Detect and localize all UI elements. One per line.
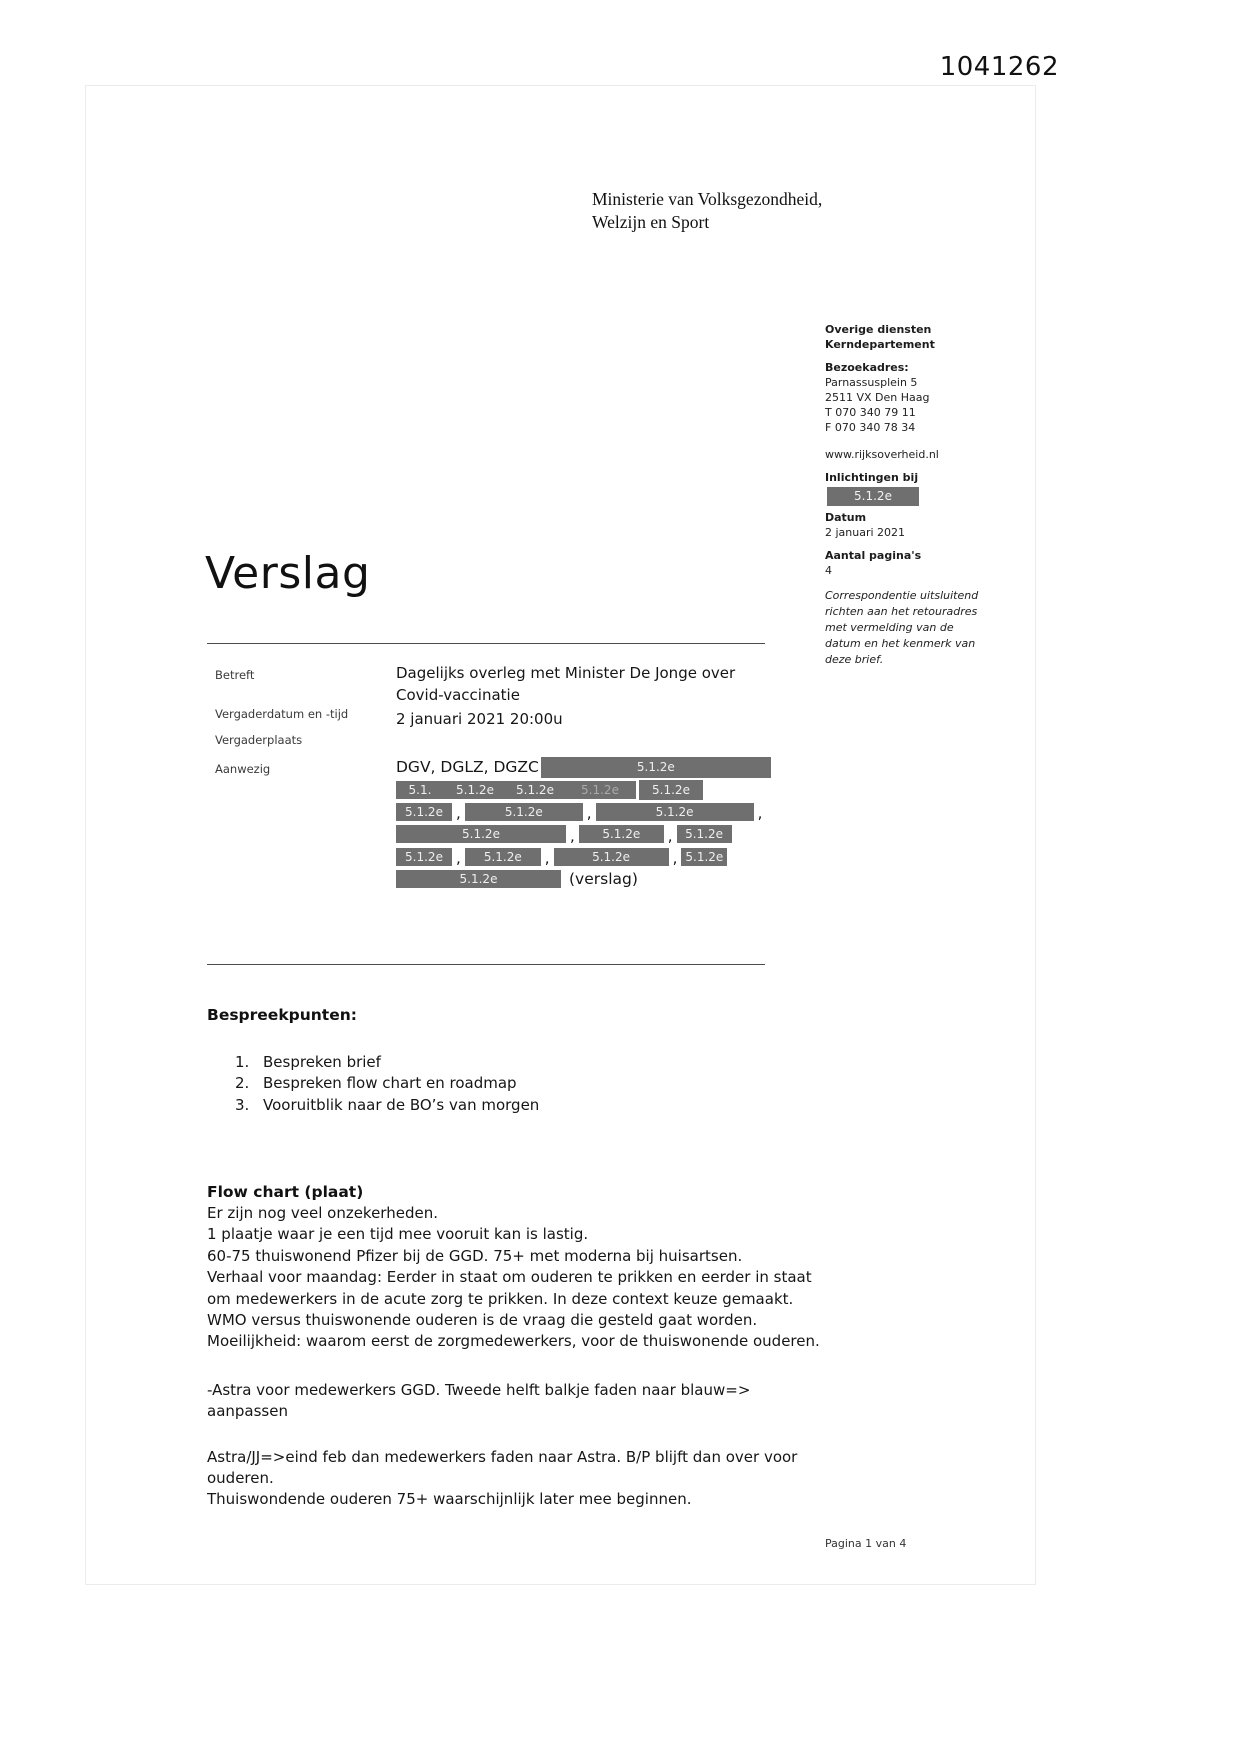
agenda-item-label: Vooruitblik naar de BO’s van morgen [263,1095,540,1114]
agenda-item [235,1052,539,1073]
agenda-item-label: Bespreken brief [263,1053,381,1071]
attendees-label: Aanwezig [215,762,271,776]
redaction-box: 5.1.2e [541,757,771,778]
redaction-box: 5.1.2e [396,870,561,888]
note-paragraph [207,1203,820,1353]
page-footer: Pagina 1 van 4 [825,1537,907,1550]
attendee-text: DGV, DGLZ, DGZC [396,758,539,777]
note-line: WMO versus thuiswonende ouderen is de vraag die gesteld gaat worden. [207,1311,758,1330]
separator-comma: , [456,804,461,823]
attendee-text: (verslag) [569,870,638,889]
ministry-line-1: Ministerie van Volksgezondheid, [592,189,823,209]
redaction-box: 5.1.2e [596,803,754,821]
redaction-box: 5.1.2e [827,487,919,506]
note-line: om medewerkers in de acute zorg te prikken. In deze context keuze gemaakt. [207,1289,794,1308]
correspondence-note: Correspondentie uitsluitend richten aan het retouradres met vermelding van de datum en het kenmerk van deze brief. [825,589,979,666]
meeting-datetime-label: Vergaderdatum en -tijd [215,707,349,721]
ministry-line-2: Welzijn en Sport [592,212,710,232]
attendee-row [396,801,796,823]
separator-comma: , [757,804,763,823]
agenda-list [235,1052,539,1116]
note-line: Thuiswondende ouderen 75+ waarschijnlijk later mee beginnen. [207,1490,692,1509]
address-fax: F 070 340 78 34 [825,421,916,434]
page-title: Verslag [205,548,371,599]
ministry-header [592,188,822,234]
meeting-location-label: Vergaderplaats [215,733,303,747]
attendee-row [396,868,796,890]
redaction-box: 5.1. [396,781,444,799]
address-street: Parnassusplein 5 [825,376,918,389]
agenda-item [235,1095,539,1116]
sidebar-spacer [825,435,1005,447]
sidebar-spacer [825,462,1005,470]
inquiries-label: Inlichtingen bij [825,471,919,484]
redaction-box: 5.1.2e [677,825,732,843]
redaction-box: 5.1.2e [465,848,541,866]
address-city: 2511 VX Den Haag [825,391,930,404]
note-paragraph [207,1447,820,1511]
note-line: ouderen. [207,1469,274,1488]
note-line: Verhaal voor maandag: Eerder in staat om ouderen te prikken en eerder in staat [207,1268,812,1287]
redaction-box: 5.1.2e [564,781,636,799]
redaction-box: 5.1.2e [506,781,564,799]
separator-comma: , [672,848,678,867]
redaction-box: 5.1.2e [681,848,727,866]
separator-comma: , [456,848,461,867]
agenda-item-label: Bespreken flow chart en roadmap [263,1074,517,1093]
flowchart-notes [207,1203,820,1511]
note-line: 60-75 thuiswonend Pfizer bij de GGD. 75+ met moderna bij huisartsen. [207,1246,743,1265]
note-line: Moeilijkheid: waarom eerst de zorgmedewerkers, voor de thuiswonende ouderen. [207,1332,820,1351]
page-count-label: Aantal pagina's [825,549,922,562]
agenda-item [235,1073,539,1094]
address-phone: T 070 340 79 11 [825,406,916,419]
attendee-row [396,846,796,868]
letterhead-sidebar [825,322,1005,668]
agenda-item-number: 2. [235,1074,250,1093]
divider-rule-top [207,643,765,644]
agenda-heading: Bespreekpunten: [207,1006,357,1024]
note-line: Astra/JJ=>eind feb dan medewerkers faden naar Astra. B/P blijft dan over voor [207,1447,798,1466]
meeting-datetime-value: 2 januari 2021 20:00u [396,710,563,728]
separator-comma: , [586,804,592,823]
attendee-row [396,756,796,778]
note-line: -Astra voor medewerkers GGD. Tweede helft balkje faden naar blauw=> [207,1380,751,1399]
redaction-box: 5.1.2e [444,781,506,799]
subject-label: Betreft [215,668,255,682]
sidebar-dept-line2: Kerndepartement [825,338,935,351]
redaction-box: 5.1.2e [639,780,703,800]
flowchart-heading: Flow chart (plaat) [207,1183,364,1201]
attendees-redacted-list [396,756,796,890]
divider-rule-bottom [207,964,765,965]
redaction-box: 5.1.2e [396,825,566,843]
redaction-box: 5.1.2e [554,848,669,866]
note-line: Er zijn nog veel onzekerheden. [207,1204,438,1222]
visit-address-label: Bezoekadres: [825,361,909,374]
separator-comma: , [570,826,575,845]
date-value: 2 januari 2021 [825,526,906,539]
redaction-box: 5.1.2e [396,848,452,866]
redaction-box: 5.1.2e [579,825,664,843]
separator-comma: , [667,826,673,845]
attendee-row [396,778,796,800]
sidebar-dept-line1: Overige diensten [825,323,932,336]
note-line: 1 plaatje waar je een tijd mee vooruit kan is lastig. [207,1225,589,1244]
subject-value: Dagelijks overleg met Minister De Jonge over Covid-vaccinatie [396,664,736,704]
agenda-item-number: 3. [235,1095,250,1114]
note-paragraph [207,1380,820,1423]
agenda-item-number: 1. [235,1053,250,1071]
document-number: 1041262 [939,52,1059,82]
page-count-value: 4 [825,564,832,577]
redaction-box: 5.1.2e [396,803,452,821]
attendee-row [396,823,796,845]
redaction-box: 5.1.2e [465,803,583,821]
date-label: Datum [825,511,867,524]
website-text: www.rijksoverheid.nl [825,448,939,461]
separator-comma: , [544,848,550,867]
note-line: aanpassen [207,1402,288,1421]
sidebar-spacer [825,540,1005,548]
sidebar-spacer [825,352,1005,360]
